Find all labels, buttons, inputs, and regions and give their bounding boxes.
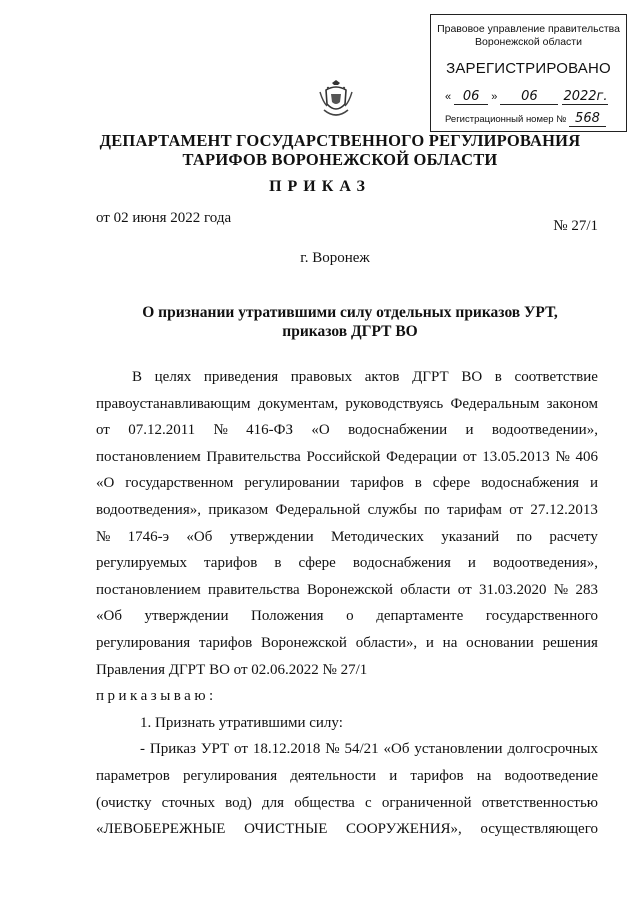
body-line	[96, 364, 598, 391]
body-word: по	[516, 528, 532, 545]
body-word: утверждении	[229, 528, 314, 545]
body-word: области	[400, 581, 451, 598]
body-word: долгосрочных	[507, 741, 598, 758]
body-word: и	[389, 767, 398, 784]
body-word: «Об	[96, 608, 122, 625]
body-line	[96, 417, 598, 444]
stamp-registration-number	[445, 111, 620, 126]
body-word: для	[262, 794, 285, 811]
body-word: утверждении	[144, 608, 229, 625]
body-word: параметров	[96, 767, 170, 784]
body-word: 406	[575, 448, 598, 465]
body-line	[96, 603, 598, 630]
body-word: законом	[546, 395, 598, 412]
body-word: от	[462, 448, 477, 465]
body-word: №	[555, 448, 570, 465]
body-word: приказом	[208, 501, 269, 518]
body-word: и	[589, 475, 598, 492]
body-line	[96, 657, 598, 684]
department-title-line1: ДЕПАРТАМЕНТ ГОСУДАРСТВЕННОГО РЕГУЛИРОВАНИЯ	[99, 131, 581, 150]
body-word: от	[509, 501, 524, 518]
stamp-regno-label: Регистрационный номер №	[445, 114, 567, 125]
department-title	[60, 131, 620, 169]
body-word: тарифам	[447, 501, 502, 518]
body-word: -	[140, 741, 145, 758]
stamp-authority-line1: Правовое управление правительства	[437, 23, 620, 35]
body-line	[96, 444, 598, 471]
body-word: сфере	[432, 475, 471, 492]
body-word: №	[325, 741, 340, 758]
body-word: руководствуясь	[345, 395, 444, 412]
body-word: 283	[575, 581, 598, 598]
subject-line2: приказов ДГРТ ВО	[282, 323, 418, 340]
body-word: УРТ	[200, 741, 230, 758]
body-word: ответственностью	[481, 794, 598, 811]
body-word: в	[494, 369, 502, 385]
stamp-date-close: »	[491, 91, 498, 103]
body-word: Федеральной	[275, 501, 361, 518]
body-word: актов	[364, 369, 400, 385]
stamp-day: 06	[454, 89, 488, 105]
body-word: регулируемых	[96, 555, 187, 572]
document-body	[96, 364, 598, 843]
body-word: о	[346, 608, 354, 625]
stamp-registered-label: ЗАРЕГИСТРИРОВАНО	[446, 60, 611, 77]
body-word: водоотведения»,	[492, 555, 598, 572]
body-word: 07.12.2011	[128, 422, 196, 439]
body-word: тарифов	[198, 634, 253, 651]
body-word: на	[442, 634, 458, 651]
body-word: В	[132, 369, 143, 385]
body-word: ОЧИСТНЫЕ	[244, 821, 328, 838]
stamp-authority-line2: Воронежской области	[475, 36, 582, 48]
body-word: (очистку	[96, 794, 152, 811]
body-word: Методических	[330, 528, 424, 545]
body-word: тарифов	[410, 767, 464, 784]
body-word: «О	[311, 422, 330, 439]
body-word: водоснабжения	[481, 475, 580, 492]
body-line	[96, 683, 598, 710]
body-word: 31.03.2020	[478, 581, 547, 598]
body-word: от	[234, 741, 248, 758]
body-word: Федерации	[386, 448, 458, 465]
body-line-text: приказываю:	[96, 688, 217, 705]
body-word: департаменте	[376, 608, 464, 625]
body-line	[96, 630, 598, 657]
body-word: области»,	[355, 634, 418, 651]
body-word: по	[424, 501, 440, 518]
body-word: №	[96, 528, 111, 545]
body-word: водоснабжения	[352, 555, 451, 572]
body-word: водоснабжении	[348, 422, 448, 439]
body-word: водоотведение	[504, 767, 598, 784]
body-word: расчету	[549, 528, 598, 545]
body-line	[96, 763, 598, 790]
stamp-regno-value: 568	[569, 111, 606, 127]
body-word: осуществляющего	[480, 821, 598, 838]
body-word: Воронежской	[260, 634, 347, 651]
body-word: с	[364, 794, 372, 811]
body-word: деятельности	[290, 767, 377, 784]
body-word: регулирования	[182, 767, 278, 784]
body-line	[96, 710, 598, 737]
body-word: документам,	[257, 395, 339, 412]
body-word: ДГРТ	[412, 369, 449, 385]
body-word: тарифов	[350, 475, 404, 492]
body-word: ВО	[461, 369, 483, 385]
body-word: и	[425, 634, 434, 651]
body-word: «Об	[383, 741, 410, 758]
department-title-line2: ТАРИФОВ ВОРОНЕЖСКОЙ ОБЛАСТИ	[182, 150, 498, 169]
body-word: ограниченной	[381, 794, 472, 811]
body-word: Воронежской	[306, 581, 393, 598]
body-word: сточных	[161, 794, 215, 811]
coat-of-arms-icon	[318, 80, 354, 122]
body-line	[96, 391, 598, 418]
body-word: регулирования	[96, 634, 191, 651]
body-word: указаний	[441, 528, 500, 545]
body-word: «О	[96, 475, 115, 492]
body-line	[96, 577, 598, 604]
body-line	[96, 816, 598, 843]
body-word: 13.05.2013	[482, 448, 550, 465]
body-word: приведения	[203, 369, 279, 385]
body-word: целях	[154, 369, 192, 385]
document-type: ПРИКАЗ	[269, 178, 371, 195]
body-word: вод)	[225, 794, 252, 811]
body-word: «ЛЕВОБЕРЕЖНЫЕ	[96, 821, 226, 838]
body-line	[96, 550, 598, 577]
body-word: Российской	[306, 448, 381, 465]
body-word: от	[96, 422, 110, 439]
stamp-date	[445, 89, 615, 105]
subject-line1: О признании утратившими силу отдельных приказов УРТ,	[142, 304, 558, 321]
body-line-text: Правления ДГРТ ВО от 02.06.2022 № 27/1	[96, 661, 368, 678]
body-word: государственного	[485, 608, 598, 625]
body-word: сфере	[298, 555, 336, 572]
body-word: №	[553, 581, 569, 598]
body-word: №	[213, 422, 228, 439]
document-date: от 02 июня 2022 года	[96, 210, 232, 226]
body-word: постановлением	[96, 448, 201, 465]
body-word: правительства	[208, 581, 300, 598]
body-word: и	[467, 555, 476, 572]
body-word: 1746-э	[127, 528, 170, 545]
body-word: государственном	[125, 475, 234, 492]
body-line	[96, 736, 598, 763]
body-line	[96, 470, 598, 497]
body-word: и	[465, 422, 474, 439]
body-word: 18.12.2018	[252, 741, 321, 758]
body-word: установлении	[414, 741, 503, 758]
body-word: общества	[294, 794, 355, 811]
body-word: Положения	[251, 608, 324, 625]
body-word: 27.12.2013	[530, 501, 598, 518]
body-word: службы	[367, 501, 417, 518]
body-word: решения	[542, 634, 598, 651]
body-word: «Об	[186, 528, 213, 545]
body-line	[96, 524, 598, 551]
body-word: правоустанавливающим	[96, 395, 251, 412]
body-line-text: 1. Признать утратившими силу:	[140, 714, 343, 731]
body-word: Приказ	[149, 741, 196, 758]
registration-stamp	[430, 14, 627, 132]
body-word: тарифов	[204, 555, 258, 572]
body-word: Правительства	[206, 448, 301, 465]
body-word: Федеральным	[450, 395, 540, 412]
document-number: № 27/1	[553, 218, 598, 234]
stamp-date-open: «	[445, 91, 452, 103]
body-word: соответствие	[514, 369, 598, 385]
body-word: 54/21	[344, 741, 379, 758]
body-word: основании	[466, 634, 534, 651]
body-word: в	[414, 475, 422, 492]
document-subject	[90, 303, 610, 341]
body-word: СООРУЖЕНИЯ»,	[346, 821, 462, 838]
body-word: от	[457, 581, 472, 598]
body-word: правовых	[290, 369, 353, 385]
body-line	[96, 497, 598, 524]
stamp-year: 2022г.	[563, 89, 608, 104]
body-word: постановлением	[96, 581, 201, 598]
body-word: регулировании	[244, 475, 340, 492]
document-city: г. Воронеж	[300, 250, 370, 266]
stamp-month: 06	[500, 89, 558, 105]
body-word: водоотведении»,	[491, 422, 598, 439]
body-word: водоотведения»,	[96, 501, 201, 518]
body-line	[96, 790, 598, 817]
body-word: 416-ФЗ	[246, 422, 294, 439]
body-word: на	[476, 767, 492, 784]
body-word: в	[274, 555, 282, 572]
